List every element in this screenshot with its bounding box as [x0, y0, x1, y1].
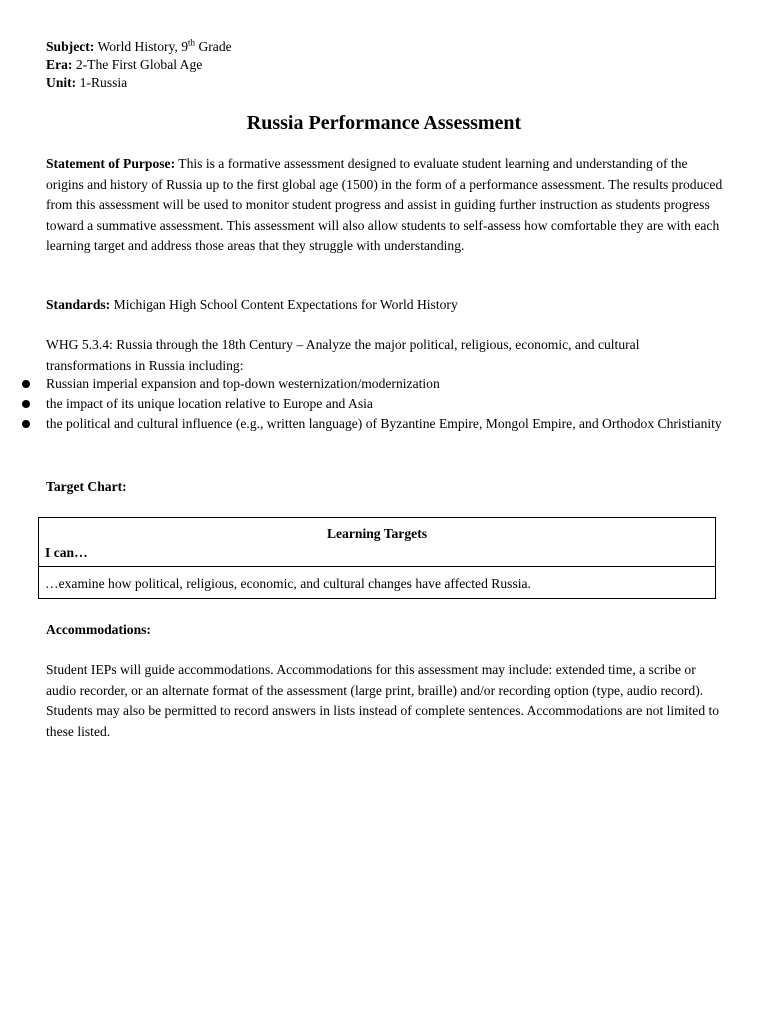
table-row: …examine how political, religious, economic, and cultural changes have affected Russia. — [45, 576, 531, 591]
subject-value-suffix: Grade — [195, 39, 232, 54]
target-chart-label-text: Target Chart: — [46, 479, 127, 494]
list-item — [18, 375, 728, 393]
accommodations-text: Student IEPs will guide accommodations. Accommodations for this assessment may include: extended time, a scribe or audio recorder, or an alternate format of the assessment (large print, braille) and/or recording option (type, audio record). Students may also be permitted to record answers in lists instead of complete sentences. Accommodations are not limited to these listed. — [46, 662, 720, 739]
bullet-icon — [22, 420, 30, 428]
standards-text: Michigan High School Content Expectations for World History — [113, 297, 458, 312]
bullet-text: the political and cultural influence (e.g., written language) of Byzantine Empire, Mongol Empire, and Orthodox Christianity — [46, 416, 722, 431]
list-item — [18, 395, 728, 413]
bullet-icon — [22, 380, 30, 388]
era-value: 2-The First Global Age — [75, 57, 203, 72]
era-label: Era: — [46, 57, 73, 72]
unit-value: 1-Russia — [79, 75, 128, 90]
page-title: Russia Performance Assessment — [246, 112, 522, 134]
era-line — [46, 56, 232, 74]
list-item — [18, 415, 728, 433]
whg-standard-text: WHG 5.3.4: Russia through the 18th Century – Analyze the major political, religious, economic, and cultural transformations in Russia including: — [46, 337, 640, 373]
standards-label: Standards: — [46, 297, 111, 312]
subject-value: World History, 9 — [97, 39, 189, 54]
i-can-heading: I can… — [45, 545, 88, 560]
purpose-text: This is a formative assessment designed to evaluate student learning and understanding of the origins and history of Russia up to the first global age (1500) in the form of a performance assessment. The results produced from this assessment will be used to monitor student progress and assist in guiding further instruction as students progress toward a summative assessment. This assessment will also allow students to self-assess how comfortable they are with each learning target and address those areas that they struggle with understanding. — [46, 156, 723, 253]
table-header — [39, 518, 715, 567]
statement-of-purpose — [46, 154, 726, 257]
unit-label: Unit: — [46, 75, 77, 90]
accommodations-label-text: Accommodations: — [46, 622, 151, 637]
bullet-icon — [22, 400, 30, 408]
purpose-label: Statement of Purpose: — [46, 156, 176, 171]
bullet-text: Russian imperial expansion and top-down westernization/modernization — [46, 376, 440, 391]
document-header — [46, 38, 232, 92]
subject-label: Subject: — [46, 39, 95, 54]
target-chart-table — [38, 517, 716, 599]
target-chart-label — [46, 477, 726, 498]
standards-section — [46, 295, 726, 316]
unit-line — [46, 74, 232, 92]
standard-bullet-list — [18, 375, 728, 435]
subject-superscript: th — [188, 37, 196, 48]
accommodations-label — [46, 620, 726, 641]
subject-line — [46, 38, 232, 56]
bullet-text: the impact of its unique location relative to Europe and Asia — [46, 396, 373, 411]
learning-targets-heading: Learning Targets — [326, 526, 428, 541]
